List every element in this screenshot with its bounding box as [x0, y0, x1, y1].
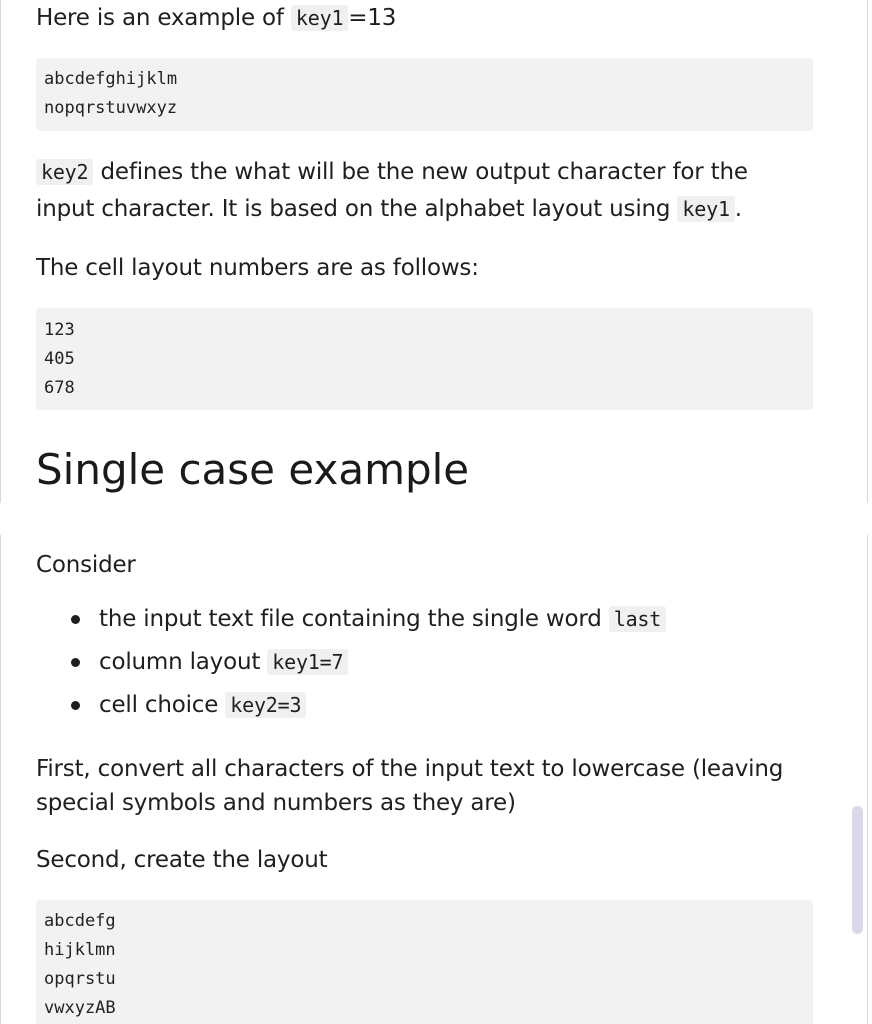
list-item	[99, 641, 813, 684]
bullet-icon	[71, 701, 80, 710]
intro-paragraph	[36, 0, 813, 37]
intro-suffix: =13	[348, 5, 397, 31]
cell-intro-paragraph: The cell layout numbers are as follows:	[36, 255, 479, 281]
key2-paragraph	[36, 154, 813, 228]
layout-code-block	[36, 900, 813, 1024]
code-line: vwxyzAB	[44, 998, 116, 1018]
code-line: nopqrstuvwxyz	[44, 98, 178, 118]
list-item	[99, 684, 813, 727]
code-line: hijklmn	[44, 940, 116, 960]
document-content-bottom	[36, 547, 813, 1024]
example-code-block	[36, 58, 813, 131]
intro-text: Here is an example of	[36, 5, 291, 31]
bullet-icon	[71, 615, 80, 624]
first-step-paragraph: First, convert all characters of the input text to lowercase (leaving special symbols and numbers as they are)	[36, 756, 784, 816]
inline-code: key1=7	[267, 649, 348, 675]
key2-text: defines the what will be the new output character for the input character. It is based on the alphabet layout using	[36, 159, 748, 222]
code-line: abcdefghijklm	[44, 69, 178, 89]
code-line: 405	[44, 349, 75, 369]
bullet-icon	[71, 658, 80, 667]
list-item	[99, 598, 813, 641]
inline-code: last	[609, 606, 666, 632]
cell-code-block	[36, 308, 813, 410]
code-line: 678	[44, 378, 75, 398]
document-panel-top	[0, 0, 868, 503]
inline-code: key1	[291, 5, 348, 31]
list-item-text: the input text file containing the single word	[99, 606, 609, 632]
code-line: opqrstu	[44, 969, 116, 989]
consider-paragraph: Consider	[36, 552, 136, 578]
vertical-scrollbar-thumb[interactable]	[852, 806, 863, 934]
document-panel-bottom	[0, 535, 868, 1024]
bullet-list	[36, 598, 813, 727]
code-line: 123	[44, 320, 75, 340]
inline-code: key1	[677, 196, 734, 222]
inline-code: key2	[36, 159, 93, 185]
inline-code: key2=3	[225, 692, 306, 718]
list-item-text: column layout	[99, 649, 268, 675]
panel-gap	[0, 503, 872, 535]
document-content-top	[36, 0, 813, 496]
code-line: abcdefg	[44, 911, 116, 931]
second-step-paragraph: Second, create the layout	[36, 847, 328, 873]
list-item-text: cell choice	[99, 692, 226, 718]
section-heading: Single case example	[36, 445, 470, 494]
key2-suffix: .	[734, 196, 742, 222]
